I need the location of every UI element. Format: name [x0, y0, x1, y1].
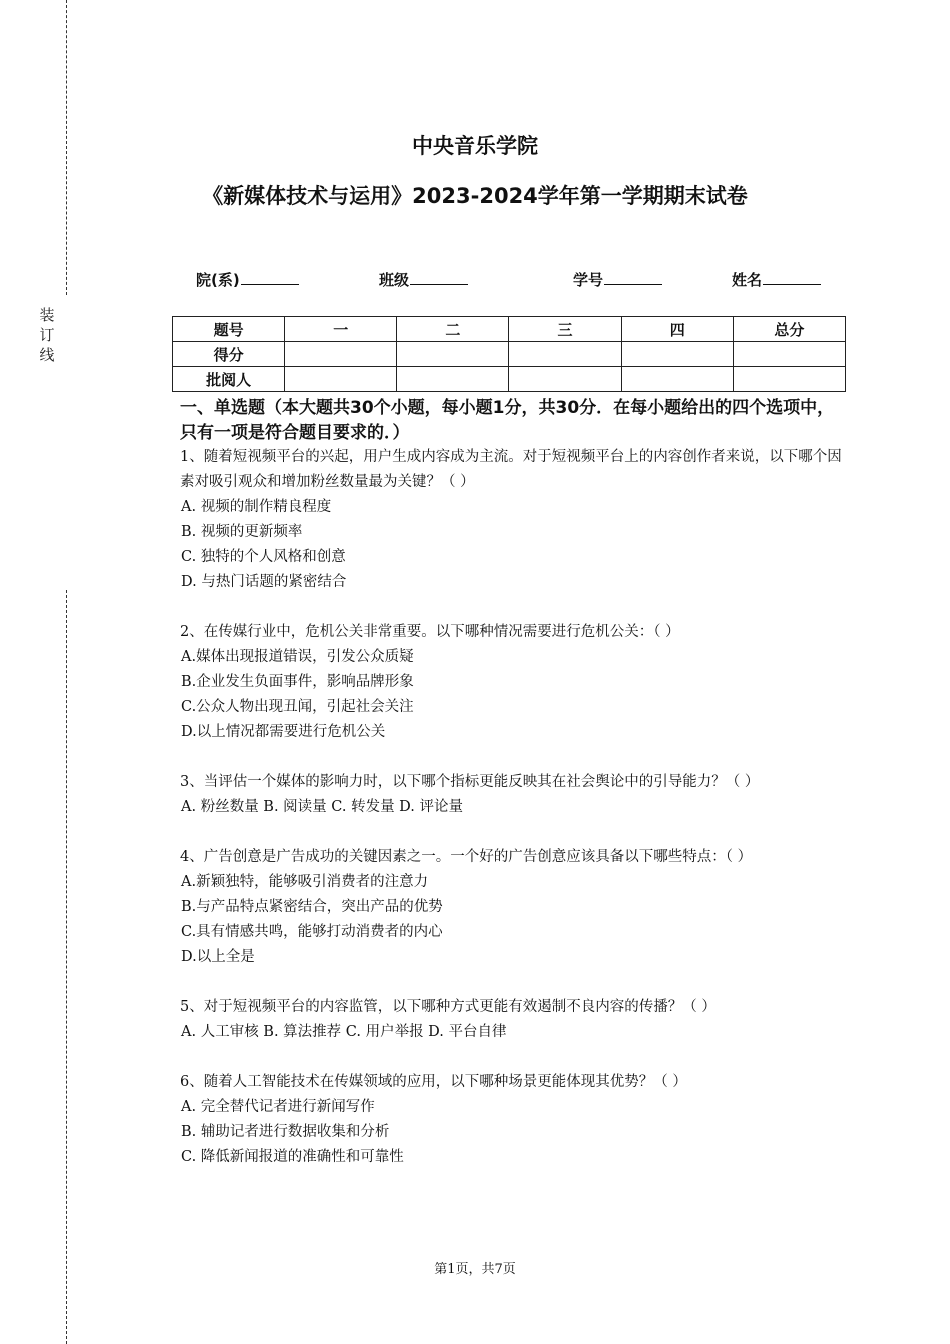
- question-stem: 4、广告创意是广告成功的关键因素之一。一个好的广告创意应该具备以下哪些特点：（ ）: [180, 849, 753, 865]
- section-heading: 一、单选题（本大题共30个小题，每小题1分，共30分．在每小题给出的四个选项中，只有一项是符合题目要求的．）: [180, 398, 835, 443]
- option-c: C. 降低新闻报道的准确性和可靠性: [181, 1149, 404, 1165]
- question-2: [180, 620, 850, 745]
- student-id-field[interactable]: [573, 268, 662, 290]
- score-header-cell: 总分: [733, 317, 845, 342]
- page-number: 第1页，共7页: [434, 1262, 516, 1277]
- question-3: [180, 770, 850, 820]
- reviewer-cell[interactable]: [621, 367, 733, 392]
- department-label: 院(系): [196, 271, 240, 289]
- option-c: C.具有情感共鸣，能够打动消费者的内心: [181, 924, 443, 940]
- question-stem: 1、随着短视频平台的兴起，用户生成内容成为主流。对于短视频平台上的内容创作者来说，以下哪个因素对吸引观众和增加粉丝数量最为关键？（ ）: [180, 449, 842, 490]
- option-a: A. 视频的制作精良程度: [181, 499, 332, 515]
- school-title: 中央音乐学院: [412, 134, 538, 158]
- question-6: [180, 1070, 850, 1170]
- reviewer-cell[interactable]: [285, 367, 397, 392]
- question-stem: 3、当评估一个媒体的影响力时，以下哪个指标更能反映其在社会舆论中的引导能力？（ ）: [180, 774, 760, 790]
- score-header-cell: 四: [621, 317, 733, 342]
- class-field[interactable]: [379, 268, 468, 290]
- score-cell[interactable]: [733, 342, 845, 367]
- name-field[interactable]: [732, 268, 821, 290]
- score-header-cell: 题号: [173, 317, 285, 342]
- reviewer-cell[interactable]: [397, 367, 509, 392]
- question-list: [180, 445, 850, 1170]
- option-d: D. 与热门话题的紧密结合: [181, 574, 347, 590]
- class-label: 班级: [379, 271, 410, 289]
- option-a: A. 完全替代记者进行新闻写作: [181, 1099, 375, 1115]
- option-a: A.媒体出现报道错误，引发公众质疑: [181, 649, 414, 665]
- score-cell[interactable]: [621, 342, 733, 367]
- binding-label: 装订线: [39, 306, 55, 364]
- student-info-row: [0, 268, 950, 292]
- option-d: D.以上情况都需要进行危机公关: [181, 724, 386, 740]
- option-c: C. 独特的个人风格和创意: [181, 549, 346, 565]
- name-blank[interactable]: [763, 268, 821, 285]
- option-c: C.公众人物出现丑闻，引起社会关注: [181, 699, 414, 715]
- reviewer-row-label: 批阅人: [173, 367, 285, 392]
- name-label: 姓名: [732, 271, 763, 289]
- binding-dashed-line-bottom: [66, 590, 67, 1344]
- options-inline: A. 粉丝数量 B. 阅读量 C. 转发量 D. 评论量: [181, 799, 464, 815]
- reviewer-cell[interactable]: [509, 367, 621, 392]
- score-row: [173, 342, 846, 367]
- option-a: A.新颖独特，能够吸引消费者的注意力: [181, 874, 429, 890]
- question-stem: 5、对于短视频平台的内容监管，以下哪种方式更能有效遏制不良内容的传播？（ ）: [180, 999, 716, 1015]
- department-blank[interactable]: [241, 268, 299, 285]
- score-table: [172, 316, 846, 392]
- option-b: B. 视频的更新频率: [181, 524, 303, 540]
- student-id-label: 学号: [573, 271, 604, 289]
- reviewer-cell[interactable]: [733, 367, 845, 392]
- score-cell[interactable]: [285, 342, 397, 367]
- exam-title: 《新媒体技术与运用》2023-2024学年第一学期期末试卷: [202, 184, 748, 208]
- option-b: B. 辅助记者进行数据收集和分析: [181, 1124, 390, 1140]
- score-header-cell: 二: [397, 317, 509, 342]
- question-stem: 2、在传媒行业中，危机公关非常重要。以下哪种情况需要进行危机公关：（ ）: [180, 624, 680, 640]
- department-field[interactable]: [196, 268, 299, 290]
- option-d: D.以上全是: [181, 949, 255, 965]
- reviewer-row: [173, 367, 846, 392]
- option-b: B.与产品特点紧密结合，突出产品的优势: [181, 899, 443, 915]
- score-cell[interactable]: [509, 342, 621, 367]
- question-1: [180, 445, 850, 595]
- score-cell[interactable]: [397, 342, 509, 367]
- score-row-label: 得分: [173, 342, 285, 367]
- question-4: [180, 845, 850, 970]
- student-id-blank[interactable]: [604, 268, 662, 285]
- question-stem: 6、随着人工智能技术在传媒领域的应用，以下哪种场景更能体现其优势？（ ）: [180, 1074, 687, 1090]
- score-header-cell: 三: [509, 317, 621, 342]
- score-table-header-row: [173, 317, 846, 342]
- option-b: B.企业发生负面事件，影响品牌形象: [181, 674, 414, 690]
- options-inline: A. 人工审核 B. 算法推荐 C. 用户举报 D. 平台自律: [181, 1024, 507, 1040]
- question-5: [180, 995, 850, 1045]
- class-blank[interactable]: [410, 268, 468, 285]
- score-header-cell: 一: [285, 317, 397, 342]
